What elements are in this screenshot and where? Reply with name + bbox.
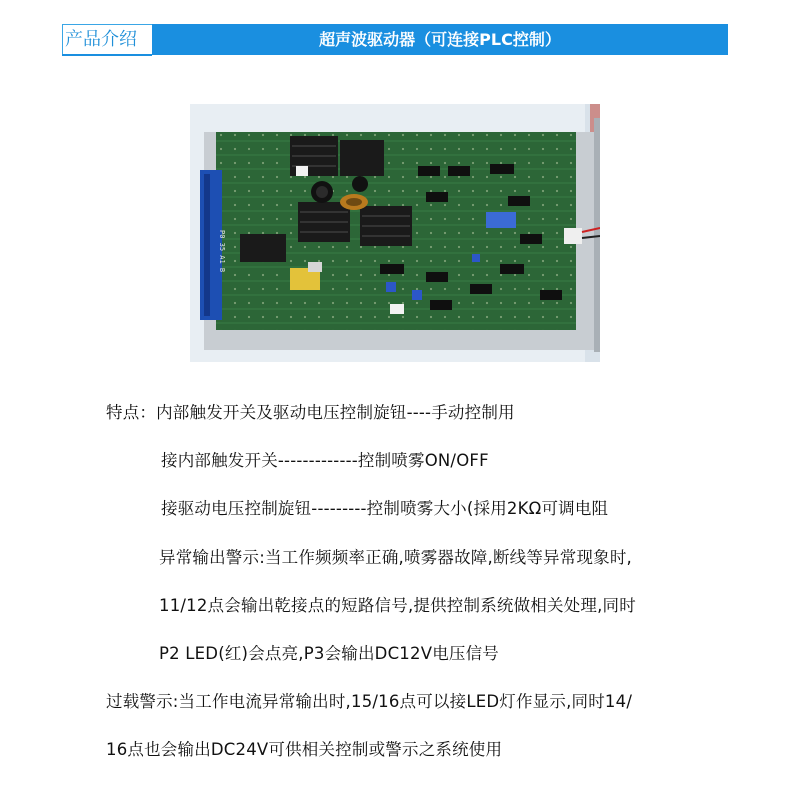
section-tab-underline — [62, 54, 152, 56]
board-label: P0 35 A1 B — [218, 230, 226, 273]
feature-line-6: P2 LED(红)会点亮,P3会输出DC12V电压信号 — [159, 644, 499, 663]
feature-line-1: 特点：内部触发开关及驱动电压控制旋钮----手动控制用 — [106, 403, 515, 422]
section-tab: 产品介绍 — [62, 24, 152, 55]
feature-line-4: 异常输出警示:当工作频频率正确,喷雾器故障,断线等异常现象时, — [159, 548, 632, 567]
feature-line-8: 16点也会输出DC24V可供相关控制或警示之系统使用 — [106, 740, 503, 759]
feature-line-3: 接驱动电压控制旋钮---------控制喷雾大小(採用2KΩ可调电阻 — [161, 499, 609, 518]
product-photo — [190, 104, 600, 362]
feature-line-7: 过载警示:当工作电流异常输出时,15/16点可以接LED灯作显示,同时14/ — [106, 692, 633, 711]
feature-line-2: 接内部触发开关-------------控制喷雾ON/OFF — [161, 451, 489, 470]
product-title-bar: 超声波驱动器（可连接PLC控制） — [152, 24, 728, 55]
feature-line-5: 11/12点会输出乾接点的短路信号,提供控制系统做相关处理,同时 — [159, 596, 636, 615]
